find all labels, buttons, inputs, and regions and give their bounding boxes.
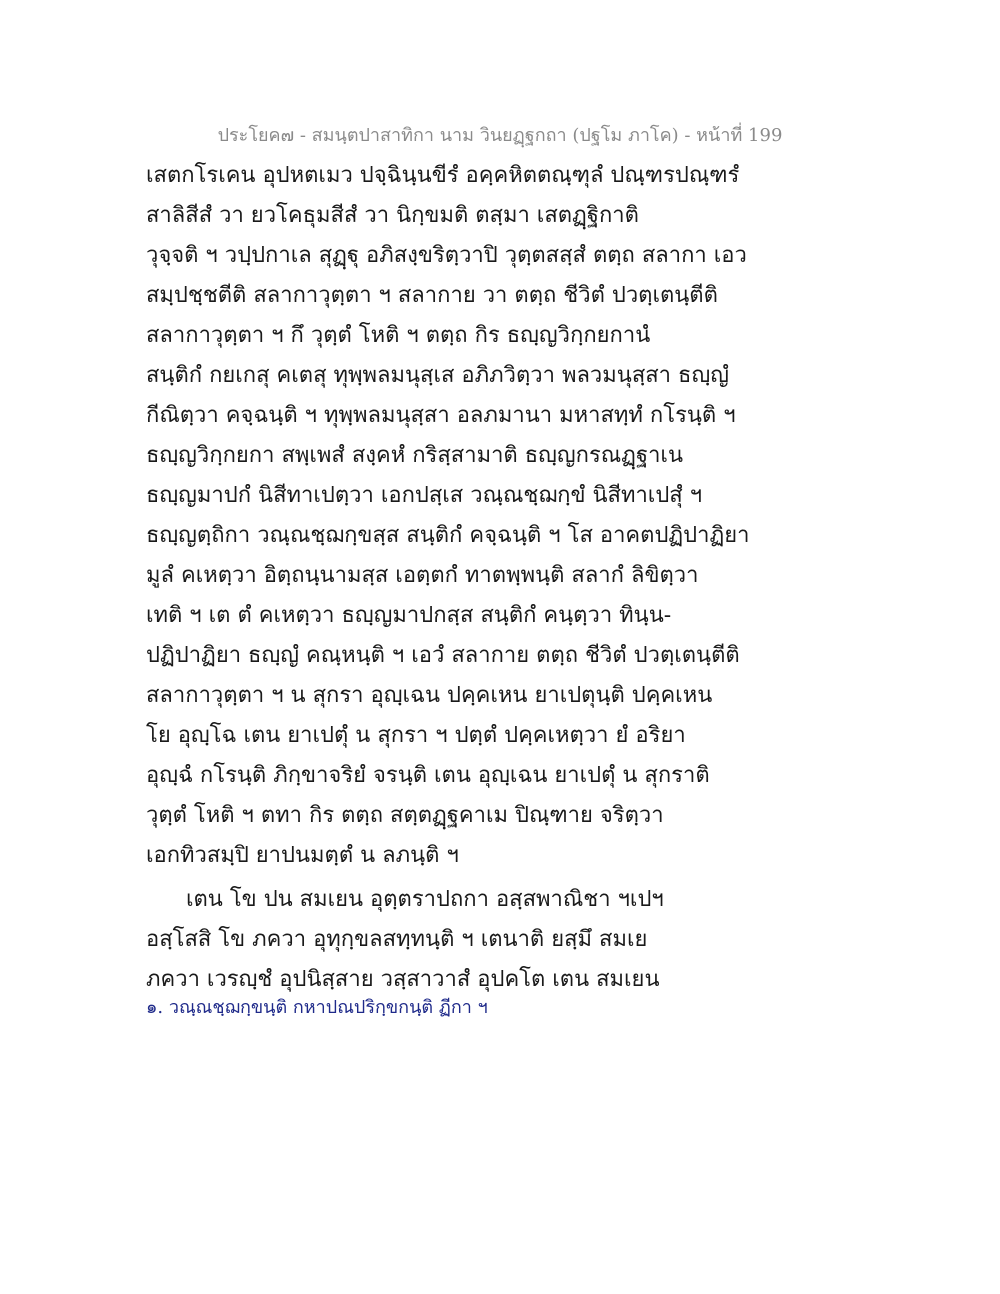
text-line: วุจฺจติ ฯ วปฺปกาเล สุฏฺฐุ อภิสงฺขริตฺวาปิ วุตฺตสสฺสํ ตตฺถ สลากา เอว [146, 243, 747, 268]
text-line: สลากาวุตฺตา ฯ น สุกรา อุญฺเฉน ปคฺคเหน ยาเปตุนฺติ ปคฺคเหน [146, 683, 713, 708]
text-line: สนฺติกํ กยเกสุ คเตสุ ทุพฺพลมนุสฺเส อภิภวิตฺวา พลวมนุสฺสา ธญฺญํ [146, 363, 729, 388]
text-line: สมฺปชฺชตีติ สลากาวุตฺตา ฯ สลากาย วา ตตฺถ ชีวิตํ ปวตฺเตนฺตีติ [146, 283, 718, 308]
running-header: ประโยค๗ - สมนฺตปาสาทิกา นาม วินยฏฺฐกถา (ปฐโม ภาโค) - หน้าที่ 199 [217, 125, 783, 146]
text-line: เสตกโรเคน อุปหตเมว ปจฺฉินฺนขีรํ อคฺคหิตตณฺฑุลํ ปณฺฑรปณฺฑรํ [146, 163, 740, 188]
text-line: ธญฺญมาปกํ นิสีทาเปตฺวา เอกปสฺเส วณฺณชฺฌกฺขํ นิสีทาเปสุํ ฯ [146, 483, 703, 508]
text-line: กีณิตฺวา คจฺฉนฺติ ฯ ทุพฺพลมนุสฺสา อลภมานา มหาสทฺทํ กโรนฺติ ฯ [146, 403, 736, 428]
text-line: เอกทิวสมฺปิ ยาปนมตฺตํ น ลภนฺติ ฯ [146, 843, 459, 868]
text-line: วุตฺตํ โหติ ฯ ตทา กิร ตตฺถ สตฺตฏฺฐคาเม ปิณฺฑาย จริตฺวา [146, 803, 664, 828]
text-line: มูลํ คเหตฺวา อิตฺถนฺนามสฺส เอตฺตกํ ทาตพฺพนฺติ สลากํ ลิขิตฺวา [146, 563, 699, 588]
text-line: ธญฺญตฺถิกา วณฺณชฺฌกฺขสฺส สนฺติกํ คจฺฉนฺติ ฯ โส อาคตปฏิปาฏิยา [146, 523, 750, 548]
text-line: อสฺโสสิ โข ภควา อุทุกฺขลสทฺทนฺติ ฯ เตนาติ ยสฺมึ สมเย [146, 927, 648, 952]
paragraph-first-line: เตน โข ปน สมเยน อุตฺตราปถกา อสฺสพาณิชา ฯเปฯ [186, 887, 664, 912]
text-line: โย อุญฺโฉ เตน ยาเปตุํ น สุกรา ฯ ปตฺตํ ปคฺคเหตฺวา ยํ อริยา [146, 723, 686, 748]
text-line: สลากาวุตฺตา ฯ กึ วุตฺตํ โหติ ฯ ตตฺถ กิร ธญฺญวิกฺกยกานํ [146, 323, 651, 348]
body-text [146, 156, 866, 1000]
footnote: ๑. วณฺณชฺฌกฺขนฺติ กหาปณปริกฺขกนฺติ ฏีกา ฯ [146, 997, 488, 1018]
text-line: เทติ ฯ เต ตํ คเหตฺวา ธญฺญมาปกสฺส สนฺติกํ คนฺตฺวา ทินฺน- [146, 603, 672, 628]
text-line: ภควา เวรญฺชํ อุปนิสฺสาย วสฺสาวาสํ อุปคโต เตน สมเยน [146, 967, 660, 992]
text-line: อุญฺฉํ กโรนฺติ ภิกฺขาจริยํ จรนฺติ เตน อุญฺเฉน ยาเปตุํ น สุกราติ [146, 763, 710, 788]
text-line: ธญฺญวิกฺกยกา สพฺเพสํ สงฺคหํ กริสฺสามาติ ธญฺญกรณฏฺฐาเน [146, 443, 683, 468]
text-line: ปฏิปาฏิยา ธญฺญํ คณฺหนฺติ ฯ เอวํ สลากาย ตตฺถ ชีวิตํ ปวตฺเตนฺตีติ [146, 643, 740, 668]
text-line: สาลิสีสํ วา ยวโคธุมสีสํ วา นิกฺขมติ ตสฺมา เสตฏฺฐิกาติ [146, 203, 639, 228]
